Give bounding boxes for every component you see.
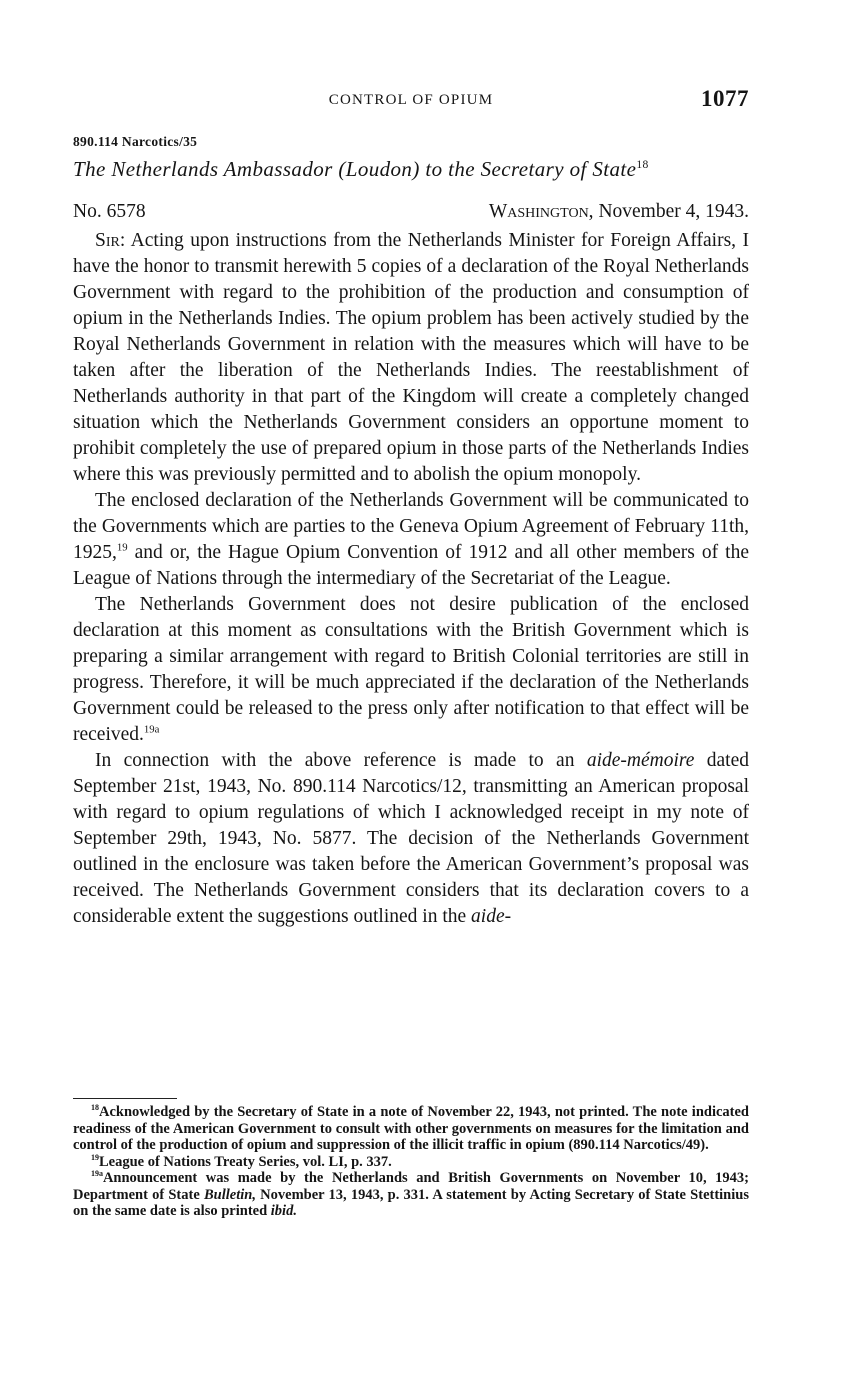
paragraph-2-text-b: and or, the Hague Opium Convention of 1912 and all other members of the League of Nations through the intermediary of the Secretariat of the League.: [73, 542, 749, 589]
paragraph-4-text-b: dated September 21st, 1943, No. 890.114 Narcotics/12, transmitting an American proposal with regard to opium regulations of which I acknowledged receipt in my note of September 29th, 1943, No. 5877. The decision of the Netherlands Government outlined in the enclosure was taken before the American Government’s proposal was received. The Netherlands Government considers that its declaration covers to a considerable extent the suggestions outlined in the: [73, 750, 749, 927]
ibid-term: ibid.: [270, 1203, 297, 1219]
footnote-text: League of Nations Treaty Series, vol. LI, p. 337.: [98, 1153, 392, 1170]
paragraph-4: [73, 748, 749, 930]
footnote-19: [73, 1154, 749, 1171]
place-and-date: [489, 201, 749, 223]
aide-term-continued: aide-: [471, 906, 512, 927]
footnote-ref-19a: 19a: [143, 723, 160, 736]
bulletin-title: Bulletin,: [203, 1186, 256, 1203]
footnote-ref-19: 19: [116, 541, 128, 554]
file-reference: 890.114 Narcotics/35: [73, 134, 198, 149]
footnote-text-a: Announcement was made by the Netherlands and British Governments on November 10, 1943; Department of State: [73, 1170, 749, 1203]
footnotes: [73, 1104, 749, 1220]
running-head: CONTROL OF OPIUM: [328, 92, 494, 108]
paragraph-2-text-a: The enclosed declaration of the Netherlands Government will be communicated to the Governments which are parties to the Geneva Opium Agreement of February 11th, 1925,: [73, 490, 749, 563]
paragraph-4-text-a: In connection with the above reference is made to an: [95, 750, 587, 771]
paragraph-2: [73, 488, 749, 592]
document-number: No. 6578: [73, 201, 146, 222]
title-footnote-ref: 18: [636, 159, 649, 171]
footnote-text: Acknowledged by the Secretary of State in a note of November 22, 1943, not printed. The note indicated readiness of the American Government to consult with other governments on measures for the limitation and control of the production of opium and suppression of the illicit traffic in opium (890.114 Narcotics/49).: [73, 1104, 749, 1153]
document-title: [73, 157, 753, 182]
footnote-text-b: November 13, 1943, p. 331. A statement by Acting Secretary of State Stettinius on the same date is also printed: [73, 1186, 749, 1219]
footnote-marker: 19: [91, 1152, 99, 1162]
date: November 4, 1943.: [598, 201, 749, 222]
footnote-19a: [73, 1170, 749, 1220]
footnote-marker: 18: [91, 1103, 99, 1113]
place: Washington,: [488, 201, 594, 222]
page-number: 1077: [701, 86, 749, 111]
title-text: The Netherlands Ambassador (Loudon) to the Secretary of State: [73, 157, 637, 181]
salutation: Sir:: [95, 230, 126, 251]
paragraph-1-text: Acting upon instructions from the Netherlands Minister for Foreign Affairs, I have the honor to transmit herewith 5 copies of a declaration of the Royal Netherlands Government with regard to the prohibition of the production and consumption of opium in the Netherlands Indies. The opium problem has been actively studied by the Royal Netherlands Government in relation with the measures which will have to be taken after the liberation of the Netherlands Indies. The reestablishment of Netherlands authority in that part of the Kingdom will create a completely changed situation which the Netherlands Government considers an opportune moment to prohibit completely the use of prepared opium in those parts of the Netherlands Indies where this was previously permitted and to abolish the opium monopoly.: [73, 230, 750, 485]
paragraph-3: [73, 592, 749, 748]
paragraph-1: [73, 228, 749, 488]
letter-body: [73, 228, 749, 930]
page-header: [73, 86, 749, 116]
paragraph-3-text: The Netherlands Government does not desire publication of the enclosed declaration at this moment as consultations with the British Government which is preparing a similar arrangement with regard to British Colonial territories are still in progress. Therefore, it will be much appreciated if the declaration of the Netherlands Government could be released to the press only after notification to that effect will be received.: [73, 594, 749, 745]
footnote-18: [73, 1104, 749, 1154]
aide-memoire-term: aide-mémoire: [586, 750, 695, 771]
footnote-divider: [73, 1098, 177, 1099]
footnote-marker: 19a: [91, 1169, 103, 1179]
